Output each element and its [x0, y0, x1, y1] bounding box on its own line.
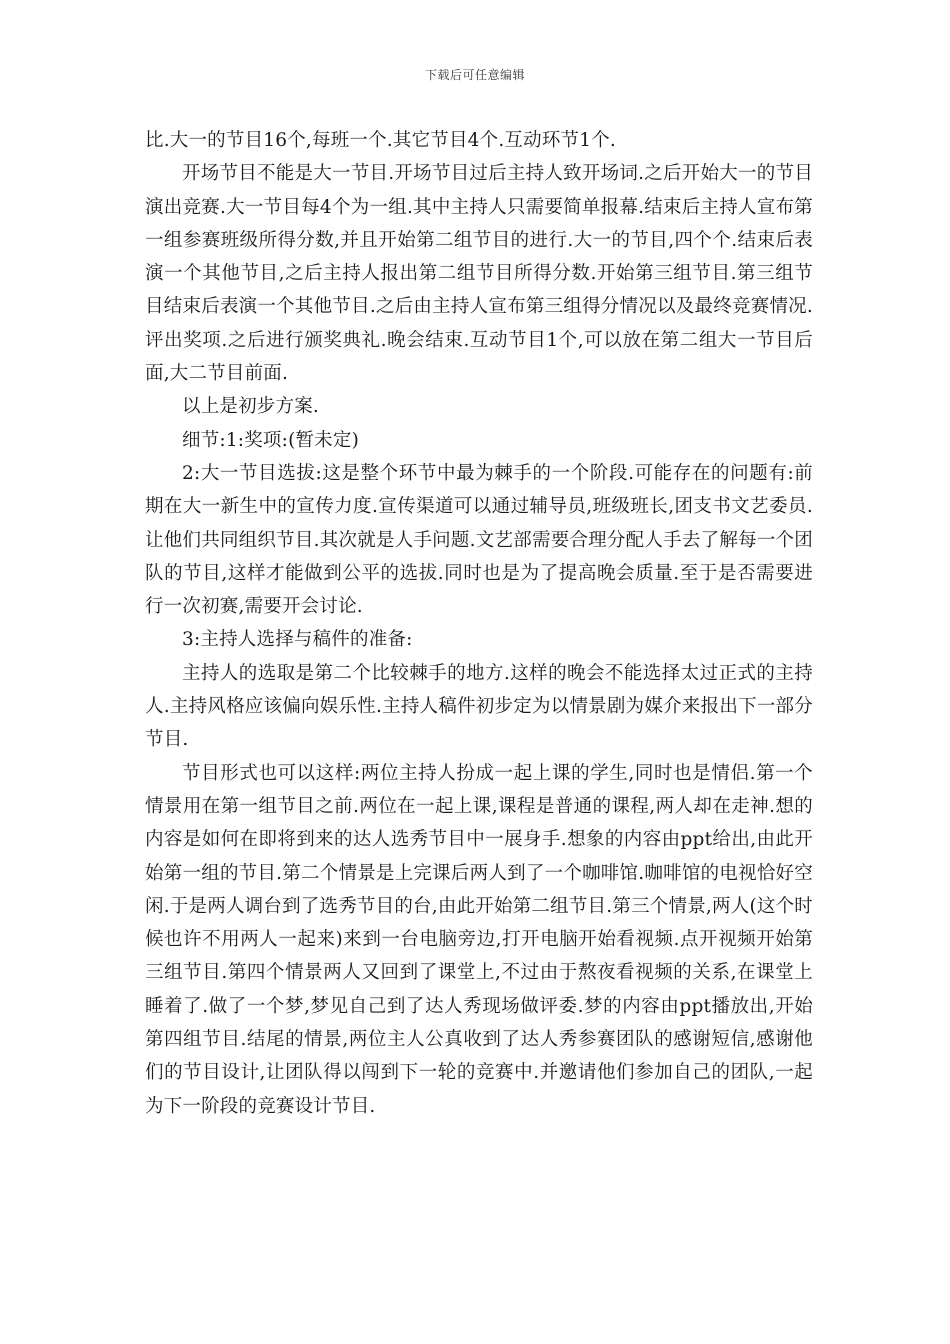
paragraph-5: 2:大一节目选拔:这是整个环节中最为棘手的一个阶段.可能存在的问题有:前期在大一新生中的宣传力度.宣传渠道可以通过辅导员,班级班长,团支书文艺委员.让他们共同组织节目.其次就是人手问题.文艺部需要合理分配人手去了解每一个团队的节目,这样才能做到公平的选拔.同时也是为了提高晚会质量.至于是否需要进行一次初赛,需要开会讨论.	[145, 462, 813, 618]
paragraph-6: 3:主持人选择与稿件的准备:	[182, 629, 413, 651]
document-body	[145, 124, 813, 1123]
paragraph-3: 以上是初步方案.	[182, 396, 319, 418]
page-header: 下载后可任意编辑	[424, 68, 525, 82]
paragraph-4: 细节:1:奖项:(暂未定)	[182, 429, 360, 451]
paragraph-1: 比.大一的节目16个,每班一个.其它节目4个.互动环节1个.	[145, 130, 616, 151]
paragraph-8: 节目形式也可以这样:两位主持人扮成一起上课的学生,同时也是情侣.第一个情景用在第一组节目之前.两位在一起上课,课程是普通的课程,两人却在走神.想的内容是如何在即将到来的达人选秀节目中一展身手.想象的内容由ppt给出,由此开始第一组的节目.第二个情景是上完课后两人到了一个咖啡馆.咖啡馆的电视恰好空闲.于是两人调台到了选秀节目的台,由此开始第二组节目.第三个情景,两人(这个时候也许不用两人一起来)来到一台电脑旁边,打开电脑开始看视频.点开视频开始第三组节目.第四个情景两人又回到了课堂上,不过由于熬夜看视频的关系,在课堂上睡着了.做了一个梦,梦见自己到了达人秀现场做评委.梦的内容由ppt播放出,开始第四组节目.结尾的情景,两位主人公真收到了达人秀参赛团队的感谢短信,感谢他们的节目设计,让团队得以闯到下一轮的竞赛中.并邀请他们参加自己的团队,一起为下一阶段的竞赛设计节目.	[145, 762, 813, 1117]
paragraph-7: 主持人的选取是第二个比较棘手的地方.这样的晚会不能选择太过正式的主持人.主持风格应该偏向娱乐性.主持人稿件初步定为以情景剧为媒介来报出下一部分节目.	[145, 662, 813, 751]
paragraph-2: 开场节目不能是大一节目.开场节目过后主持人致开场词.之后开始大一的节目演出竞赛.大一节目每4个为一组.其中主持人只需要简单报幕.结束后主持人宣布第一组参赛班级所得分数,并且开始第二组节目的进行.大一的节目,四个个.结束后表演一个其他节目,之后主持人报出第二组节目所得分数.开始第三组节目.第三组节目结束后表演一个其他节目.之后由主持人宣布第三组得分情况以及最终竞赛情况.评出奖项.之后进行颁奖典礼.晚会结束.互动节目1个,可以放在第二组大一节目后面,大二节目前面.	[145, 163, 813, 385]
